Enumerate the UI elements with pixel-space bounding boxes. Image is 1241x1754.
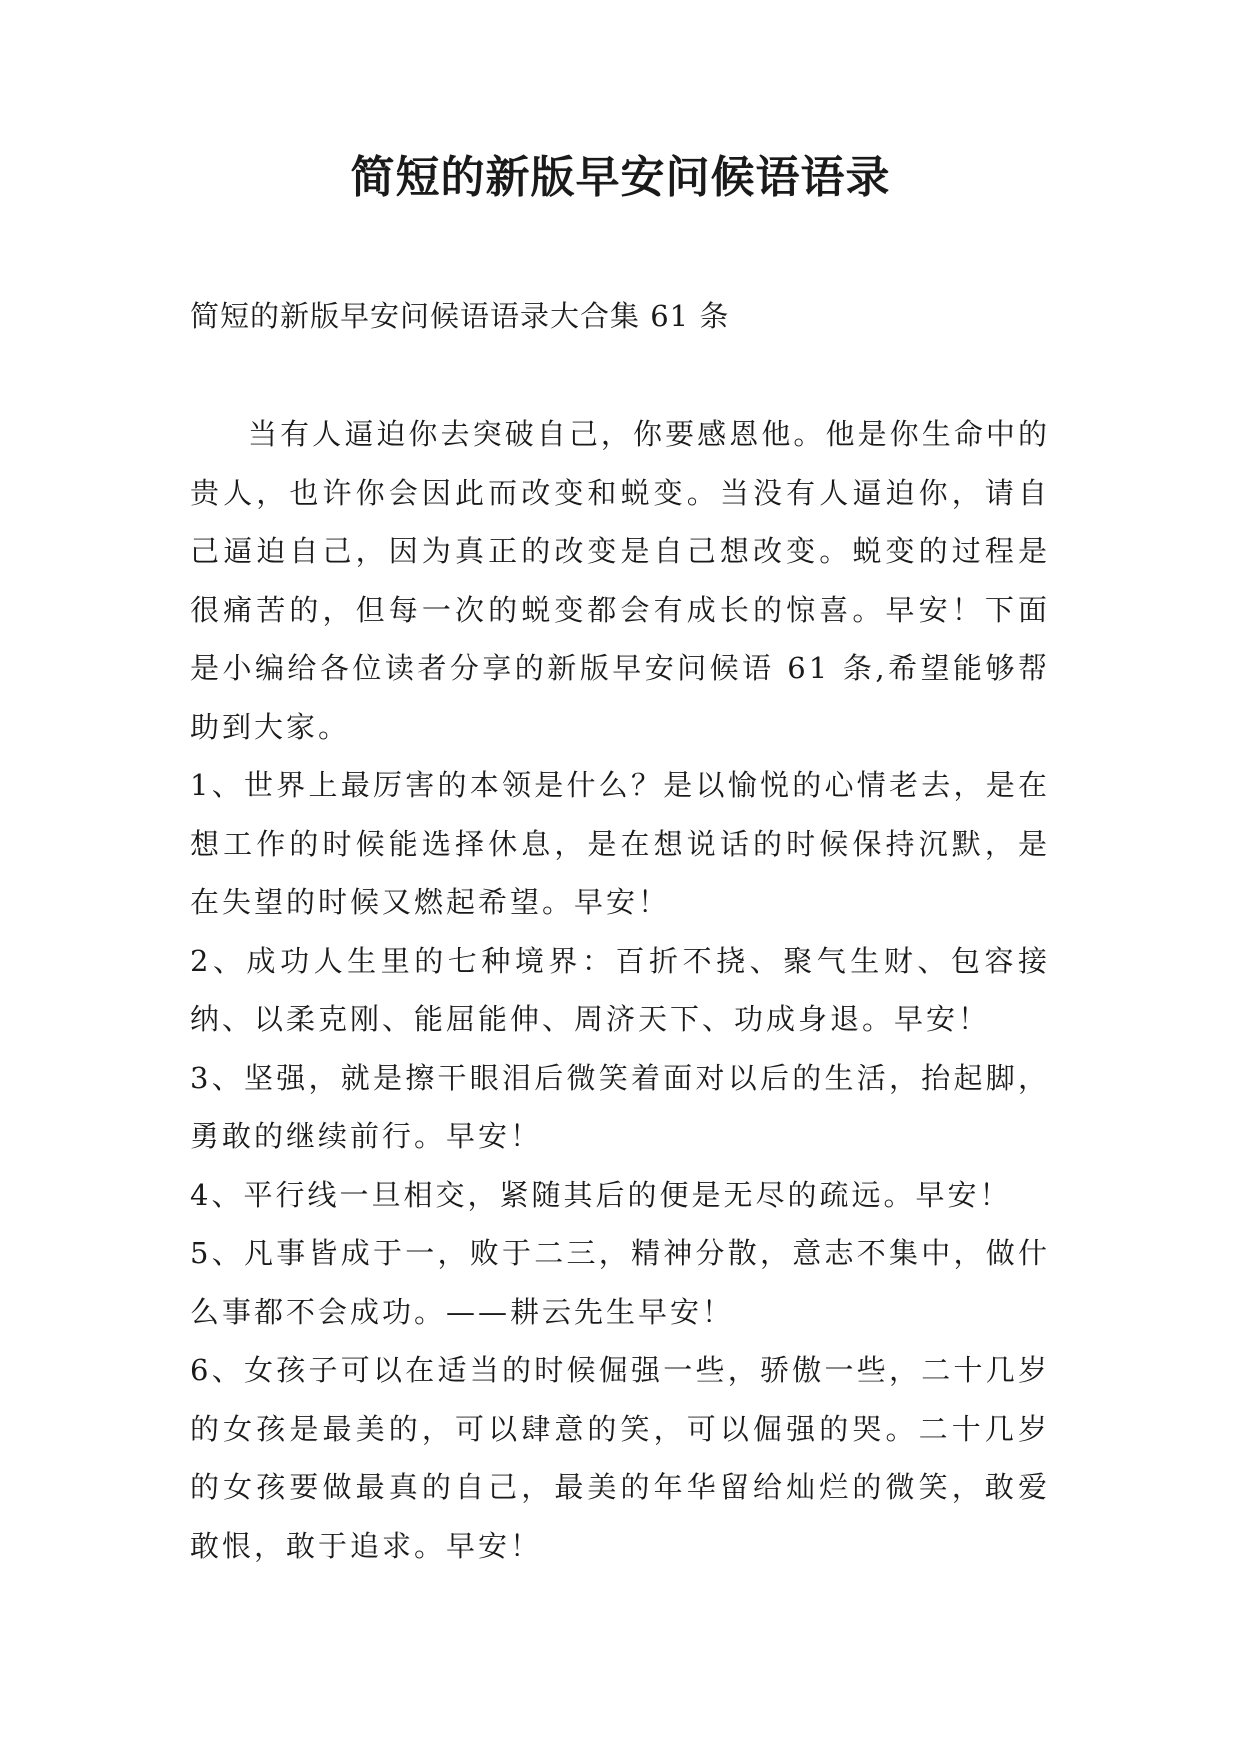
document-title: 简短的新版早安问候语语录: [350, 152, 891, 203]
list-item: 4、平行线一旦相交，紧随其后的便是无尽的疏远。早安！: [190, 1177, 1012, 1212]
document-body: [190, 405, 1050, 1575]
list-item: 3、坚强，就是擦干眼泪后微笑着面对以后的生活，抬起脚，勇敢的继续前行。早安！: [190, 1060, 1050, 1153]
list-item: 6、女孩子可以在适当的时候倔强一些，骄傲一些，二十几岁的女孩是最美的，可以肆意的笑，可以倔强的哭。二十几岁的女孩要做最真的自己，最美的年华留给灿烂的微笑，敢爱敢恨，敢于追求。早安！: [190, 1353, 1050, 1563]
list-item: 5、凡事皆成于一，败于二三，精神分散，意志不集中，做什么事都不会成功。——耕云先生早安！: [190, 1236, 1050, 1329]
list-item: 2、成功人生里的七种境界：百折不挠、聚气生财、包容接纳、以柔克刚、能屈能伸、周济天下、功成身退。早安！: [190, 943, 1050, 1036]
list-item: 1、世界上最厉害的本领是什么？是以愉悦的心情老去，是在想工作的时候能选择休息，是在想说话的时候保持沉默，是在失望的时候又燃起希望。早安！: [190, 768, 1050, 919]
document-subtitle: 简短的新版早安问候语语录大合集 61 条: [190, 299, 730, 333]
intro-paragraph: 当有人逼迫你去突破自己，你要感恩他。他是你生命中的贵人，也许你会因此而改变和蜕变。当没有人逼迫你，请自己逼迫自己，因为真正的改变是自己想改变。蜕变的过程是很痛苦的，但每一次的蜕变都会有成长的惊喜。早安！下面是小编给各位读者分享的新版早安问候语 61 条,希望能够帮助到大家。: [190, 417, 1050, 744]
